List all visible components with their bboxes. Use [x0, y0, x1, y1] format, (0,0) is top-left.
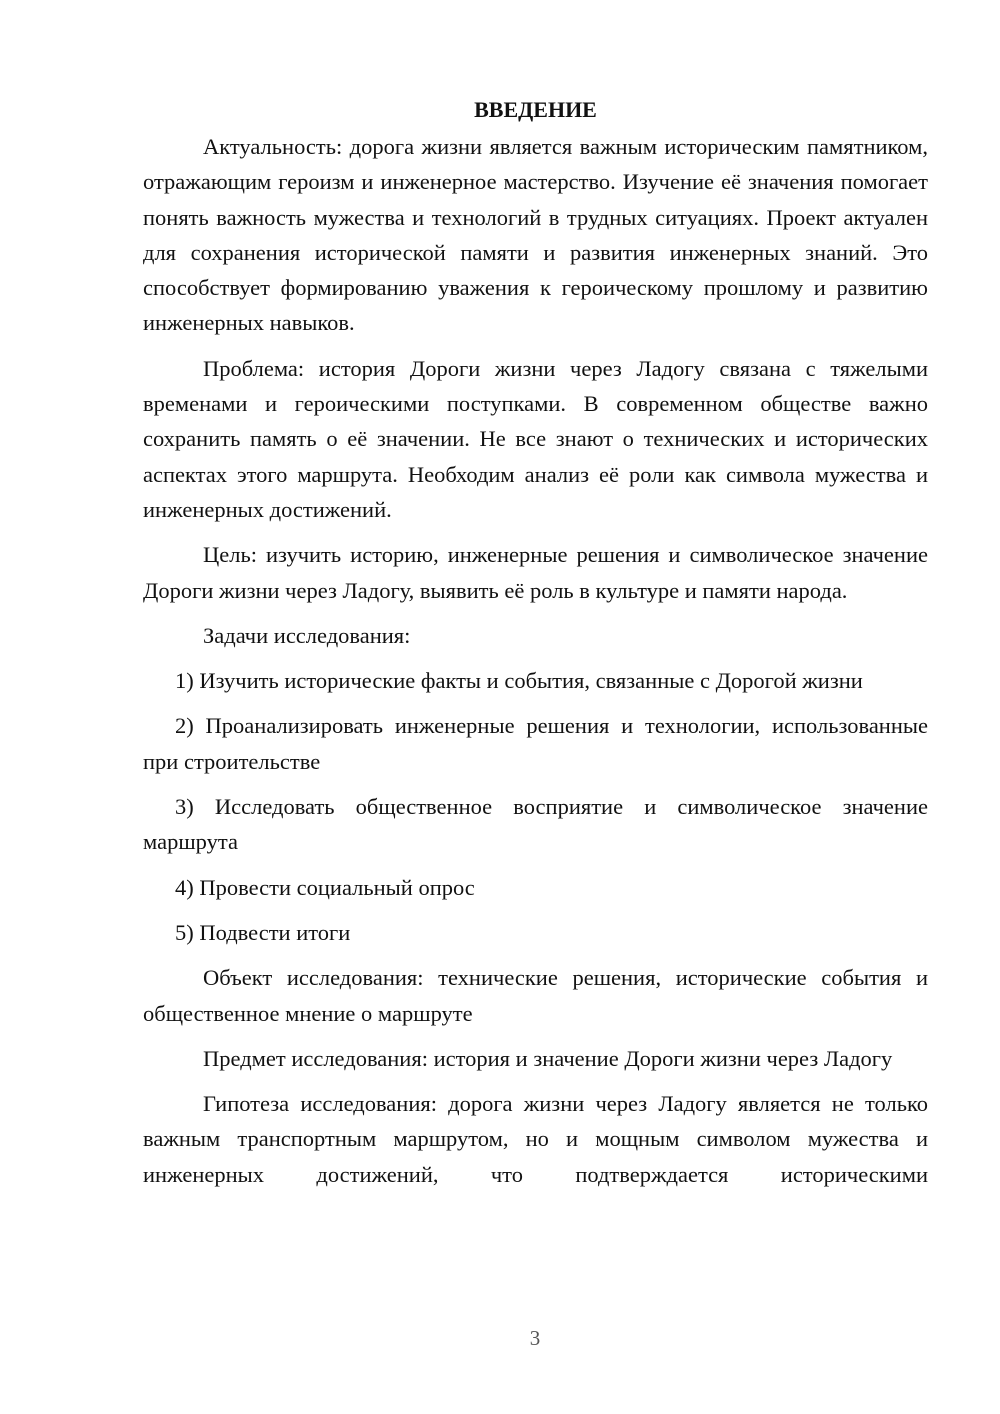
- list-item-task-1: 1) Изучить исторические факты и события, связанные с Дорогой жизни: [175, 668, 863, 694]
- list-item-task-4: 4) Провести социальный опрос: [175, 874, 475, 900]
- paragraph-relevance: Актуальность: дорога жизни является важным историческим памятником, отражающим героизм и инженерное мастерство. Изучение её значения помогает понять важность мужества и технологий в трудных ситуациях. Проект актуален для сохранения исторической памяти и развития инженерных знаний. Это способствует формированию уважения к героическому прошлому и развитию инженерных навыков.: [143, 134, 928, 336]
- paragraph-tasks-heading: Задачи исследования:: [203, 622, 411, 648]
- paragraph-subject: Предмет исследования: история и значение Дороги жизни через Ладогу: [203, 1045, 893, 1071]
- page-title: ВВЕДЕНИЕ: [474, 97, 597, 122]
- paragraph-problem: Проблема: история Дороги жизни через Ладогу связана с тяжелыми временами и героическими поступками. В современном обществе важно сохранить память о её значении. Не все знают о технических и исторических аспектах этого маршрута. Необходим анализ её роли как символа мужества и инженерных достижений.: [143, 355, 928, 522]
- paragraph-object: Объект исследования: технические решения, исторические события и общественное мнение о маршруте: [143, 965, 928, 1026]
- paragraph-goal: Цель: изучить историю, инженерные решения и символическое значение Дороги жизни через Ладогу, выявить её роль в культуре и памяти народа.: [143, 542, 928, 603]
- page-content: [143, 92, 928, 1192]
- page-number: 3: [529, 1326, 541, 1350]
- list-item-task-5: 5) Подвести итоги: [175, 919, 351, 945]
- list-item-task-3: 3) Исследовать общественное восприятие и символическое значение маршрута: [143, 794, 928, 855]
- paragraph-hypothesis: Гипотеза исследования: дорога жизни через Ладогу является не только важным транспортным маршрутом, но и мощным символом мужества и инженерных достижений, что подтверждается историческими: [143, 1091, 928, 1187]
- list-item-task-2: 2) Проанализировать инженерные решения и технологии, использованные при строительстве: [143, 713, 928, 774]
